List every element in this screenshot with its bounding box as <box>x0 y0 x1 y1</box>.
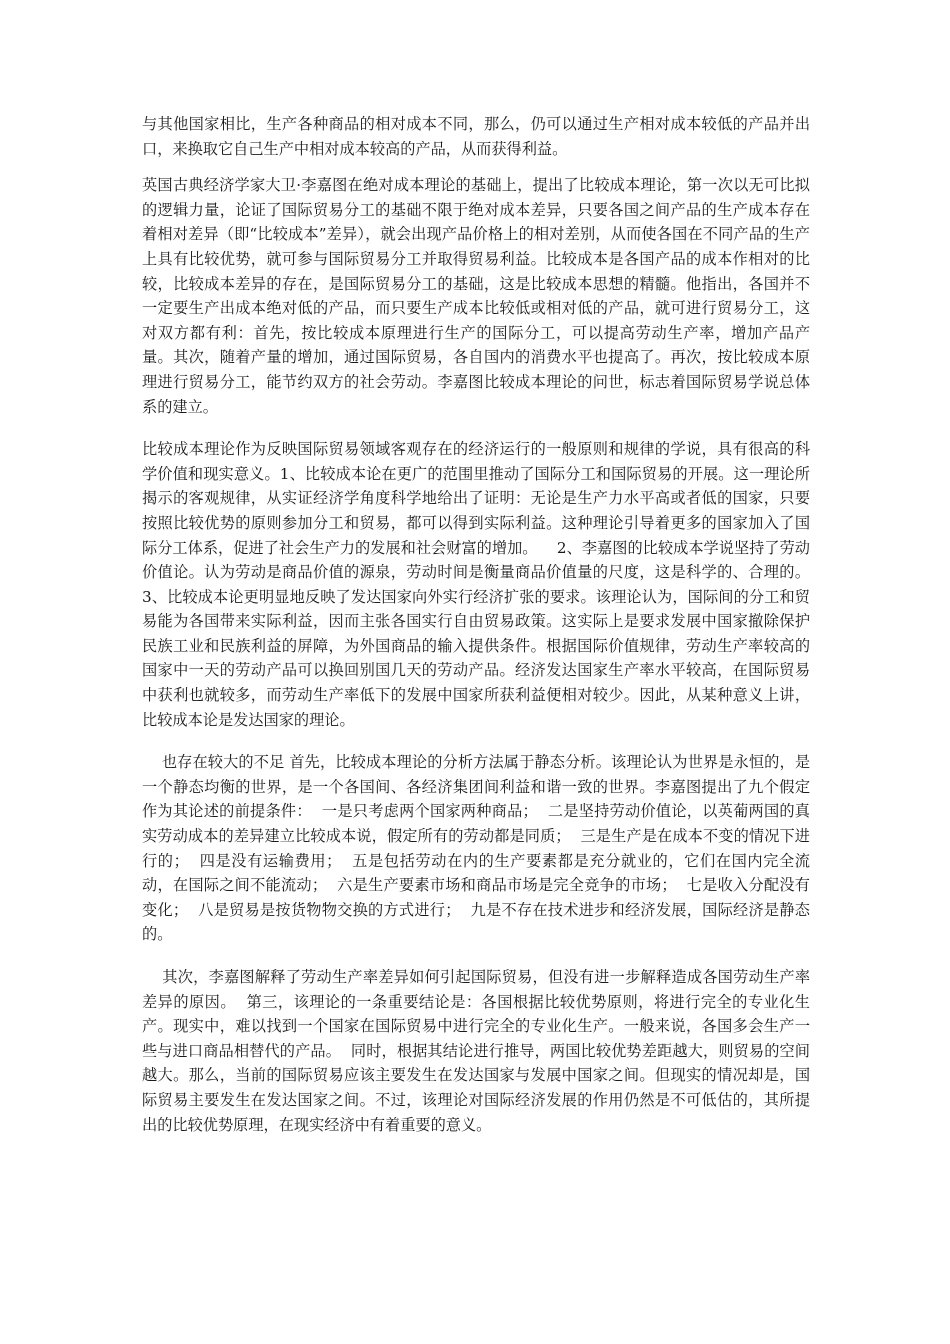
paragraph-further-critique: 其次，李嘉图解释了劳动生产率差异如何引起国际贸易，但没有进一步解释造成各国劳动生产率差异的原因。 第三，该理论的一条重要结论是：各国根据比较优势原则，将进行完全的专业化生产。现实中，难以找到一个国家在国际贸易中进行完全的专业化生产。一般来说，各国多会生产一些与进口商品相替代的产品。 同时，根据其结论进行推导，两国比较优势差距越大，则贸易的空间越大。那么，当前的国际贸易应该主要发生在发达国家与发展中国家之间。但现实的情况却是，国际贸易主要发生在发达国家之间。不过，该理论对国际经济发展的作用仍然是不可低估的，其所提出的比较优势原理，在现实经济中有着重要的意义。 <box>142 968 811 1134</box>
paragraph-intro: 与其他国家相比，生产各种商品的相对成本不同，那么，仍可以通过生产相对成本较低的产品并出口，来换取它自己生产中相对成本较高的产品，从而获得利益。 <box>142 115 810 158</box>
paragraph-significance: 比较成本理论作为反映国际贸易领域客观存在的经济运行的一般原则和规律的学说，具有很高的科学价值和现实意义。1、比较成本论在更广的范围里推动了国际分工和国际贸易的开展。这一理论所揭示的客观规律，从实证经济学角度科学地给出了证明：无论是生产力水平高或者低的国家，只要按照比较优势的原则参加分工和贸易，都可以得到实际利益。这种理论引导着更多的国家加入了国际分工体系，促进了社会生产力的发展和社会财富的增加。 2、李嘉图的比较成本学说坚持了劳动价值论。认为劳动是商品价值的源泉，劳动时间是衡量商品价值量的尺度，这是科学的、合理的。3、比较成本论更明显地反映了发达国家向外实行经济扩张的要求。该理论认为，国际间的分工和贸易能为各国带来实际利益，因而主张各国实行自由贸易政策。这实际上是要求发展中国家撤除保护民族工业和民族利益的屏障，为外国商品的输入提供条件。根据国际价值规律，劳动生产率较高的国家中一天的劳动产品可以换回别国几天的劳动产品。经济发达国家生产率水平较高，在国际贸易中获利也就较多，而劳动生产率低下的发展中国家所获利益便相对较少。因此，从某种意义上讲，比较成本论是发达国家的理论。 <box>142 440 810 729</box>
document-body <box>142 112 810 1137</box>
paragraph-shortcomings: 也存在较大的不足 首先，比较成本理论的分析方法属于静态分析。该理论认为世界是永恒的，是一个静态均衡的世界，是一个各国间、各经济集团间利益和谐一致的世界。李嘉图提出了九个假定作为其论述的前提条件： 一是只考虑两个国家两种商品； 二是坚持劳动价值论，以英葡两国的真实劳动成本的差异建立比较成本说，假定所有的劳动都是同质； 三是生产是在成本不变的情况下进行的； 四是没有运输费用； 五是包括劳动在内的生产要素都是充分就业的，它们在国内完全流动，在国际之间不能流动； 六是生产要素市场和商品市场是完全竞争的市场； 七是收入分配没有变化； 八是贸易是按货物物交换的方式进行； 九是不存在技术进步和经济发展，国际经济是静态的。 <box>142 753 811 944</box>
paragraph-ricardo-theory: 英国古典经济学家大卫·李嘉图在绝对成本理论的基础上，提出了比较成本理论，第一次以无可比拟的逻辑力量，论证了国际贸易分工的基础不限于绝对成本差异，只要各国之间产品的生产成本存在着相对差异（即“比较成本”差异），就会出现产品价格上的相对差别，从而使各国在不同产品的生产上具有比较优势，就可参与国际贸易分工并取得贸易利益。比较成本是各国产品的成本作相对的比较，比较成本差异的存在，是国际贸易分工的基础，这是比较成本思想的精髓。他指出，各国并不一定要生产出成本绝对低的产品，而只要生产成本比较低或相对低的产品，就可进行贸易分工，这对双方都有利：首先，按比较成本原理进行生产的国际分工，可以提高劳动生产率，增加产品产量。其次，随着产量的增加，通过国际贸易，各自国内的消费水平也提高了。再次，按比较成本原理进行贸易分工，能节约双方的社会劳动。李嘉图比较成本理论的问世，标志着国际贸易学说总体系的建立。 <box>142 176 810 416</box>
